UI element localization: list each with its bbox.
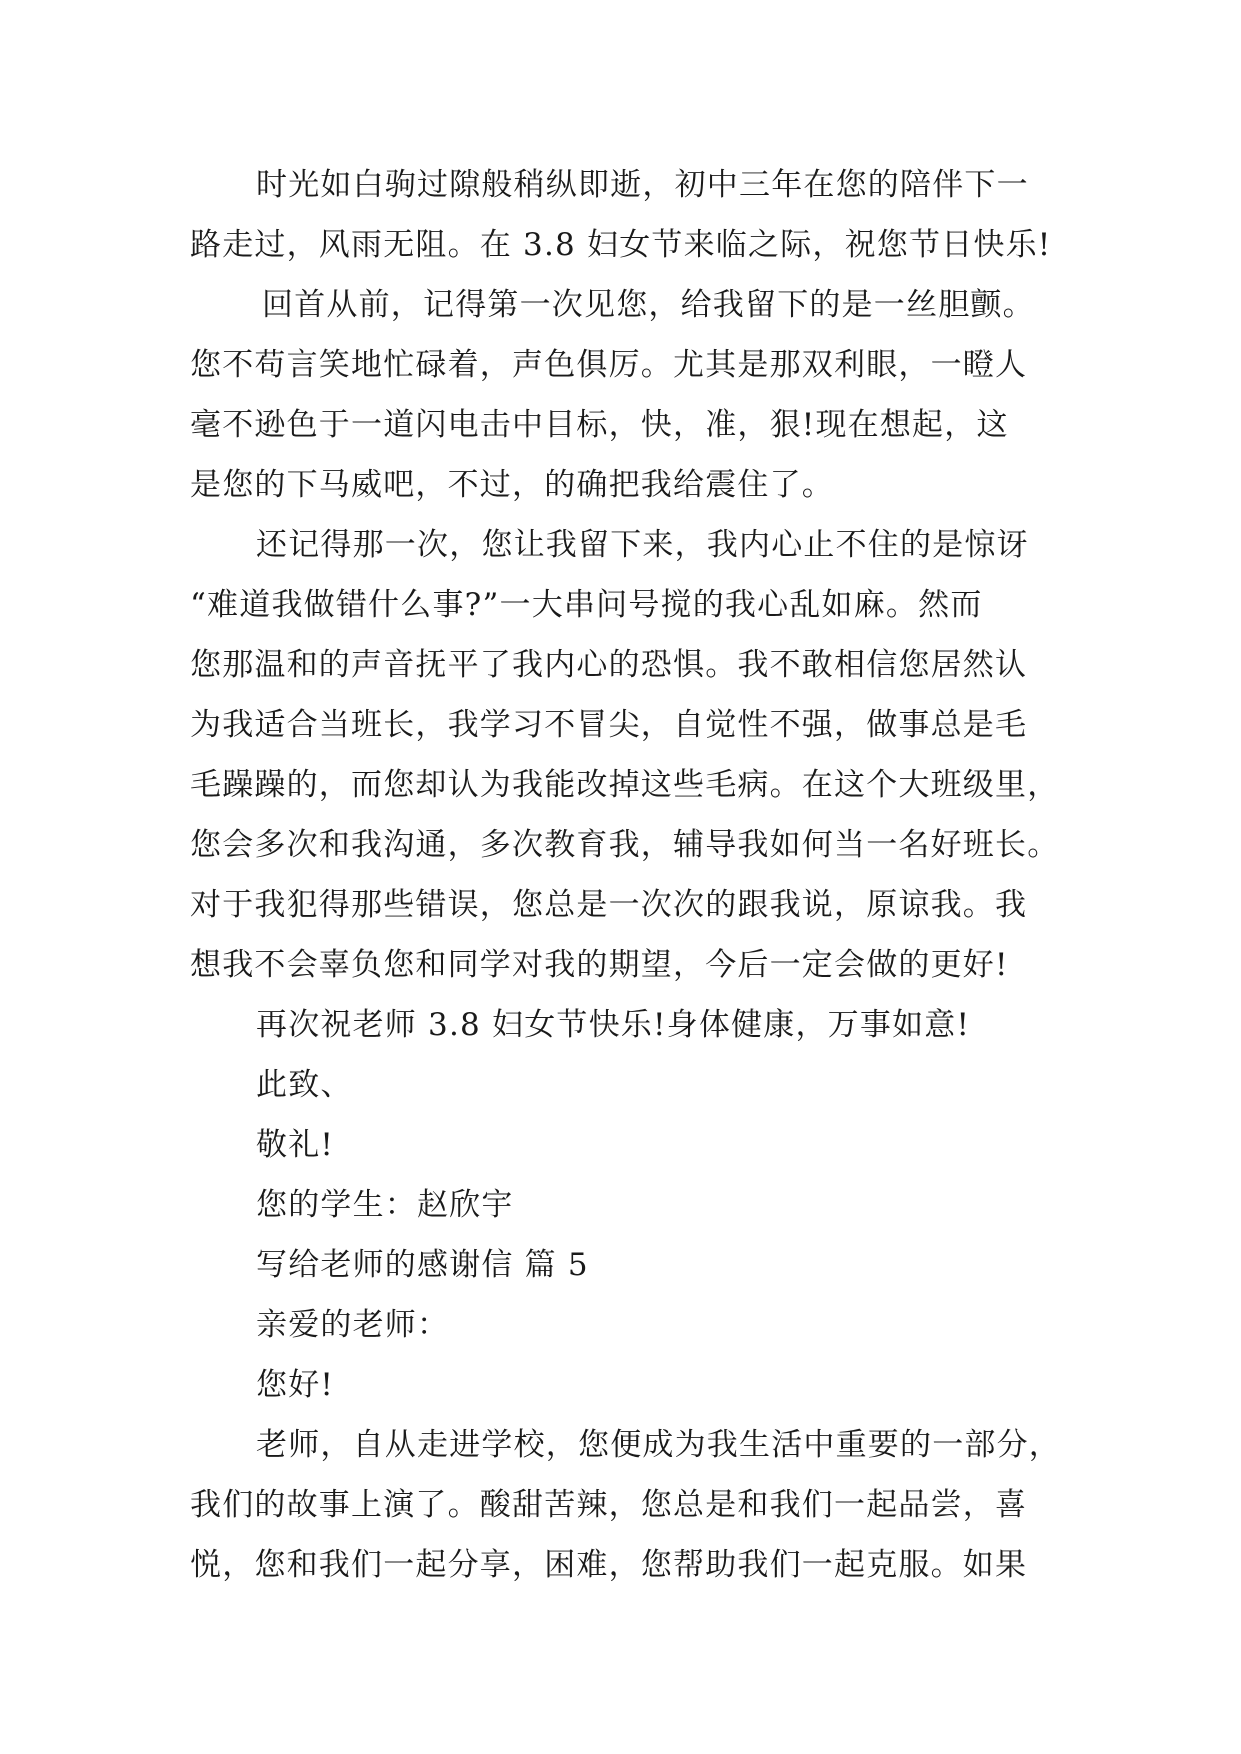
paragraph-line: 对于我犯得那些错误，您总是一次次的跟我说，原谅我。我: [190, 887, 1028, 923]
closing-line: 此致、: [256, 1067, 353, 1103]
section-title: 写给老师的感谢信 篇 5: [256, 1247, 589, 1283]
closing-line: 敬礼!: [256, 1127, 335, 1163]
paragraph-line: 是您的下马威吧，不过，的确把我给震住了。: [190, 467, 834, 503]
paragraph-line: “难道我做错什么事?”一大串问号搅的我心乱如麻。然而: [190, 587, 983, 623]
paragraph-line: 想我不会辜负您和同学对我的期望，今后一定会做的更好!: [190, 947, 1009, 983]
paragraph-line: 您会多次和我沟通，多次教育我，辅导我如何当一名好班长。: [190, 827, 1060, 863]
salutation-line: 亲爱的老师：: [256, 1307, 450, 1343]
paragraph-line: 您那温和的声音抚平了我内心的恐惧。我不敢相信您居然认: [190, 647, 1028, 683]
paragraph-line: 路走过，风雨无阻。在 3.8 妇女节来临之际，祝您节日快乐!: [190, 227, 1052, 263]
paragraph-line: 老师，自从走进学校，您便成为我生活中重要的一部分，: [256, 1427, 1061, 1463]
paragraph-line: 我们的故事上演了。酸甜苦辣，您总是和我们一起品尝，喜: [190, 1487, 1028, 1523]
document-body: [190, 155, 1060, 1595]
paragraph-line: 悦，您和我们一起分享，困难，您帮助我们一起克服。如果: [190, 1547, 1028, 1583]
paragraph-line: 为我适合当班长，我学习不冒尖，自觉性不强，做事总是毛: [190, 707, 1028, 743]
paragraph-line: 您不苟言笑地忙碌着，声色俱厉。尤其是那双利眼，一瞪人: [190, 347, 1028, 383]
paragraph-line: 还记得那一次，您让我留下来，我内心止不住的是惊讶: [256, 527, 1029, 563]
greeting-line: 您好!: [256, 1367, 335, 1403]
paragraph-line: 毫不逊色于一道闪电击中目标，快，准，狠!现在想起，这: [190, 407, 1009, 443]
paragraph-line: 时光如白驹过隙般稍纵即逝，初中三年在您的陪伴下一: [256, 167, 1029, 203]
paragraph-line: 再次祝老师 3.8 妇女节快乐!身体健康，万事如意!: [256, 1007, 971, 1043]
signature-line: 您的学生：赵欣宇: [256, 1187, 514, 1223]
paragraph-line: 毛躁躁的，而您却认为我能改掉这些毛病。在这个大班级里，: [190, 767, 1060, 803]
paragraph-line: 回首从前，记得第一次见您，给我留下的是一丝胆颤。: [262, 287, 1035, 323]
